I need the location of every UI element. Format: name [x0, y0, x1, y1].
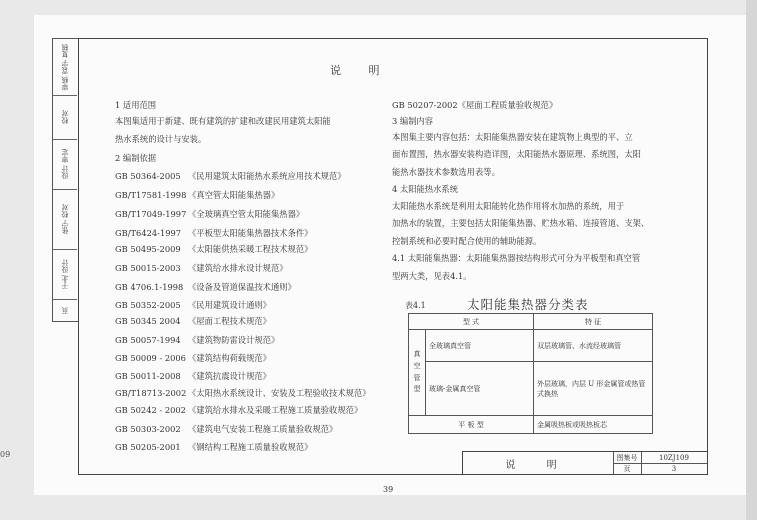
section-heading: 3 编制内容 — [392, 116, 434, 126]
table-cell: 外层玻璃，内层 U 形金属管或热管式换热 — [534, 362, 653, 416]
standard-name: 《建筑抗震设计规范》 — [188, 371, 271, 381]
standard-name: 《民用建筑太阳能热水系统应用技术规范》 — [188, 171, 346, 181]
standard-code: GB 50057-1994 — [115, 335, 181, 345]
standard-code: GB 50009 - 2006 — [115, 353, 186, 363]
standard-code: GB 50205-2001 — [115, 442, 181, 452]
section-heading: 1 适用范围 — [115, 100, 157, 110]
sidebar-cell: 于北 设计 — [53, 249, 77, 300]
standard-name: 《建筑电气安装工程施工质量验收规范》 — [188, 424, 338, 434]
page-number: 39 — [383, 485, 394, 494]
table-header-feature: 特 征 — [534, 314, 653, 330]
section-heading: 4 太阳能热水系统 — [392, 184, 458, 194]
standard-code: GB 50345 2004 — [115, 316, 181, 326]
paragraph-line: 能热水器技术参数选用表等。 — [392, 167, 500, 177]
standard-name: 《建筑结构荷载规范》 — [188, 353, 271, 363]
standard-code: GB/T17581-1998 — [115, 190, 187, 200]
table-title: 太阳能集热器分类表 — [467, 297, 589, 312]
standard-code: GB/T17049-1997 — [115, 209, 187, 219]
standard-code: GB 50011-2008 — [115, 371, 181, 381]
standard-code: GB 50015-2003 — [115, 263, 181, 273]
standard-code: GB 50364-2005 — [115, 171, 181, 181]
sheet-page-number: 3 — [671, 464, 677, 473]
page-title: 说 明 — [330, 64, 392, 77]
standard-code: GB/T18713-2002 — [115, 388, 187, 398]
table-cell: 全玻璃真空管 — [426, 330, 534, 362]
left-margin-mark: 09 — [0, 450, 11, 459]
standard-name: 《屋面工程技术规范》 — [188, 316, 271, 326]
table-header-type: 型 式 — [409, 314, 534, 330]
sidebar-cell: 设计 审定 — [53, 139, 77, 190]
sidebar-cell: 审核 袁宇 复核 — [53, 39, 77, 96]
standard-code: GB/T6424-1997 — [115, 228, 182, 238]
vacuum-group-cell: 真空管型 — [409, 330, 426, 416]
paragraph-line: 热水系统的设计与安装。 — [115, 134, 207, 144]
scrollbar[interactable] — [746, 0, 757, 520]
standard-code: GB 50352-2005 — [115, 300, 181, 310]
paragraph-line: 4.1 太阳能集热器：太阳能集热器按结构形式可分为平板型和真空管 — [392, 253, 641, 263]
standard-name: 《真空管太阳能集热器》 — [188, 190, 280, 200]
standard-name: 《民用建筑设计通则》 — [188, 300, 271, 310]
table-cell: 玻璃-金属真空管 — [426, 362, 534, 416]
sidebar-cell: 张宁 校对 — [53, 189, 77, 250]
title-block-name: 说 明 — [463, 452, 614, 474]
atlas-number-label: 图集号 — [613, 452, 642, 464]
atlas-number: 10ZJ109 — [641, 452, 707, 464]
title-block — [462, 451, 708, 475]
paragraph-line: 面布置图，热水器安装构造详图，太阳能热水器原理、系统图，太阳 — [392, 149, 641, 159]
table-caption: 表4.1 — [405, 301, 426, 310]
standard-name: 《建筑给水排水设计规范》 — [188, 263, 288, 273]
standard-name: 《钢结构工程施工质量验收规范》 — [188, 442, 313, 452]
standard-name: 《平板型太阳能集热器技术条件》 — [188, 228, 313, 238]
standard-name: 《太阳热水系统设计、安装及工程验收技术规范》 — [188, 388, 371, 398]
section-heading: 2 编制依据 — [115, 153, 157, 163]
collector-classification-table — [408, 313, 653, 434]
paragraph-line: 加热水的装置，主要包括太阳能集热器、贮热水箱、连接管道、支架、 — [392, 218, 650, 228]
standard-line: GB 50207-2002《屋面工程质量验收规范》 — [392, 100, 558, 110]
table-cell: 金属吸热板或吸热板芯 — [534, 416, 653, 434]
page-label: 页 — [613, 463, 642, 474]
paragraph-line: 控制系统和必要时配合使用的辅助能源。 — [392, 236, 542, 246]
paragraph-line: 型两大类，见表4.1。 — [392, 271, 472, 281]
standard-name: 《太阳能供热采暖工程技术规范》 — [188, 244, 313, 254]
sidebar-cell: 校对 — [53, 95, 77, 140]
table-cell: 双层玻璃管、水流经玻璃管 — [534, 330, 653, 362]
paragraph-line: 本图集适用于新建、既有建筑的扩建和改建民用建筑太阳能 — [115, 116, 331, 126]
paragraph-line: 太阳能热水系统是利用太阳能转化热作用将水加热的系统，用于 — [392, 201, 625, 211]
table-cell: 平 板 型 — [409, 416, 534, 434]
standard-name: 《建筑物防雷设计规范》 — [188, 335, 280, 345]
standard-code: GB 50303-2002 — [115, 424, 181, 434]
sidebar-cell: 页 — [61, 307, 69, 314]
paragraph-line: 本图集主要内容包括：太阳能集热器安装在建筑物上典型的平、立 — [392, 132, 633, 142]
standard-name: 《全玻璃真空管太阳能集热器》 — [188, 209, 305, 219]
standard-code: GB 50495-2009 — [115, 244, 181, 254]
signature-sidebar — [52, 38, 78, 322]
standard-name: 《建筑给水排水及采暖工程施工质量验收规范》 — [188, 405, 363, 415]
standard-code: GB 50242 - 2002 — [115, 405, 186, 415]
standard-code: GB 4706.1-1998 — [115, 282, 184, 292]
standard-name: 《设备及管道保温技术通则》 — [188, 282, 296, 292]
